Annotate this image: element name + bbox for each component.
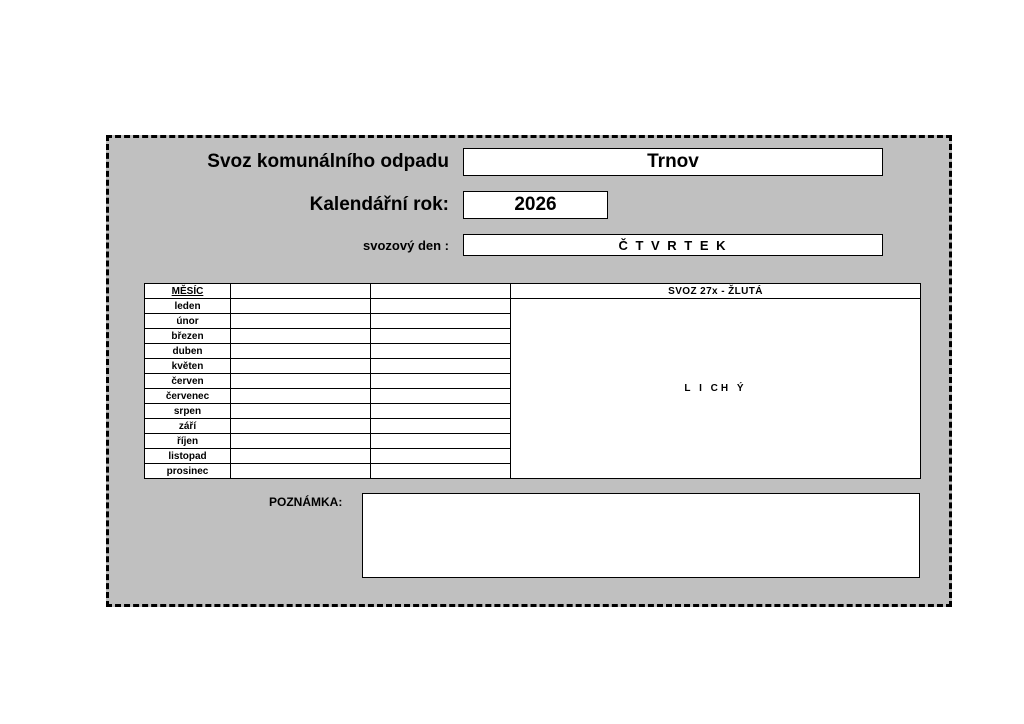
year-row: [109, 191, 949, 219]
month-cell: březen: [145, 329, 231, 344]
collection-date-cell-a[interactable]: [231, 329, 371, 344]
month-cell: listopad: [145, 449, 231, 464]
collection-day-row: [109, 234, 949, 256]
collection-date-cell-b[interactable]: [371, 404, 511, 419]
collection-date-cell-a[interactable]: [231, 359, 371, 374]
collection-date-cell-b[interactable]: [371, 464, 511, 479]
month-cell: květen: [145, 359, 231, 374]
collection-date-cell-b[interactable]: [371, 344, 511, 359]
collection-date-cell-b[interactable]: [371, 449, 511, 464]
page-title: Svoz komunálního odpadu: [207, 151, 449, 172]
waste-collection-sheet: [106, 135, 952, 607]
collection-date-cell-a[interactable]: [231, 374, 371, 389]
calendar-table-wrapper: [144, 283, 920, 479]
column-header-b: [371, 284, 511, 299]
collection-date-cell-b[interactable]: [371, 359, 511, 374]
collection-date-cell-b[interactable]: [371, 389, 511, 404]
collection-date-cell-a[interactable]: [231, 404, 371, 419]
month-cell: prosinec: [145, 464, 231, 479]
collection-date-cell-a[interactable]: [231, 314, 371, 329]
note-label: POZNÁMKA:: [269, 495, 343, 509]
town-field[interactable]: Trnov: [463, 148, 883, 176]
column-header-month: MĚSÍC: [145, 284, 231, 299]
month-cell: duben: [145, 344, 231, 359]
month-cell: únor: [145, 314, 231, 329]
calendar-table: [144, 283, 921, 479]
month-cell: leden: [145, 299, 231, 314]
column-header-yellow: SVOZ 27x - ŽLUTÁ: [511, 284, 921, 299]
collection-day-field[interactable]: Č T V R T E K: [463, 234, 883, 256]
collection-date-cell-a[interactable]: [231, 434, 371, 449]
collection-date-cell-a[interactable]: [231, 344, 371, 359]
month-cell: červenec: [145, 389, 231, 404]
year-field[interactable]: 2026: [463, 191, 608, 219]
calendar-table-body: [145, 299, 921, 479]
collection-date-cell-b[interactable]: [371, 314, 511, 329]
collection-date-cell-b[interactable]: [371, 434, 511, 449]
title-row: [109, 148, 949, 176]
yellow-collection-block: L I CH Ý: [511, 299, 921, 479]
collection-date-cell-b[interactable]: [371, 299, 511, 314]
collection-date-cell-b[interactable]: [371, 374, 511, 389]
note-field[interactable]: [362, 493, 920, 578]
collection-date-cell-a[interactable]: [231, 419, 371, 434]
month-cell: červen: [145, 374, 231, 389]
column-header-a: [231, 284, 371, 299]
collection-date-cell-a[interactable]: [231, 449, 371, 464]
collection-date-cell-a[interactable]: [231, 464, 371, 479]
year-label: Kalendářní rok:: [309, 194, 449, 215]
collection-date-cell-b[interactable]: [371, 329, 511, 344]
collection-date-cell-a[interactable]: [231, 299, 371, 314]
table-row: [145, 299, 921, 314]
month-cell: srpen: [145, 404, 231, 419]
month-cell: září: [145, 419, 231, 434]
table-header-row: [145, 284, 921, 299]
collection-day-label: svozový den :: [363, 237, 449, 253]
month-cell: říjen: [145, 434, 231, 449]
collection-date-cell-b[interactable]: [371, 419, 511, 434]
collection-date-cell-a[interactable]: [231, 389, 371, 404]
